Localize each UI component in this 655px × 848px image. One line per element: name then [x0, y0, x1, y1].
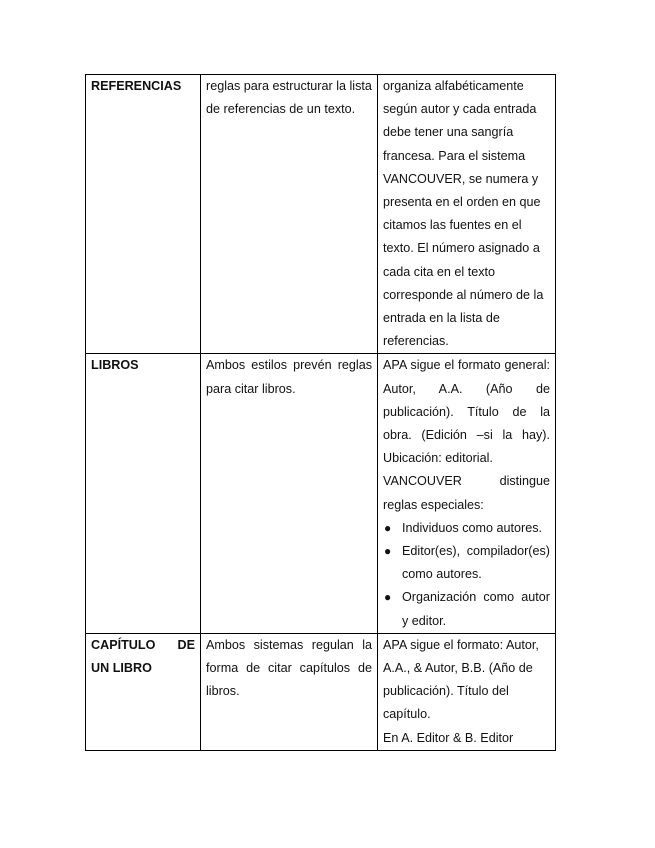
list-item [383, 586, 550, 632]
list-item-text: Individuos como autores. [402, 520, 543, 535]
table-row [86, 633, 556, 750]
list-item [383, 517, 550, 540]
row-description: Ambos sistemas regulan la forma de citar capítulos de libros. [201, 633, 378, 750]
row-term-capitulo: CAPÍTULO DE UN LIBRO [86, 633, 201, 750]
table-row [86, 75, 556, 354]
chapter-format-text-cont: En A. Editor & B. Editor [383, 730, 514, 745]
bullet-icon: ● [384, 590, 392, 605]
row-details: organiza alfabéticamente según autor y cada entrada debe tener una sangría francesa. Para el sistema VANCOUVER, se numera y presenta en el orden en que citamos las fuentes en el texto. El número asignado a cada cita en el texto corresponde al número de la entrada en la lista de referencias. [378, 75, 556, 354]
list-item [383, 540, 550, 586]
bullet-icon: ● [384, 520, 392, 535]
row-term-referencias: REFERENCIAS [86, 75, 201, 354]
vancouver-text-cont: reglas especiales: [383, 497, 484, 512]
row-details [378, 633, 556, 750]
row-details [378, 354, 556, 633]
vancouver-text: VANCOUVER distingue [383, 474, 550, 489]
list-item-text: Editor(es), compilador(es) como autores. [402, 544, 550, 582]
row-term-libros: LIBROS [86, 354, 201, 633]
bullet-list [383, 517, 550, 633]
list-item-text: Organización como autor y editor. [402, 590, 550, 628]
table-row [86, 354, 556, 633]
row-description: Ambos estilos prevén reglas para citar libros. [201, 354, 378, 633]
chapter-format-text: APA sigue el formato: Autor, A.A., & Autor, B.B. (Año de publicación). Título del capítulo. [383, 637, 539, 722]
row-description: reglas para estructurar la lista de referencias de un texto. [201, 75, 378, 354]
apa-format-text: APA sigue el formato general: Autor, A.A. (Año de publicación). Título de la obra. (Edición –si la hay). Ubicación: editorial. [383, 358, 550, 466]
comparison-table [85, 74, 556, 751]
bullet-icon: ● [384, 544, 392, 559]
